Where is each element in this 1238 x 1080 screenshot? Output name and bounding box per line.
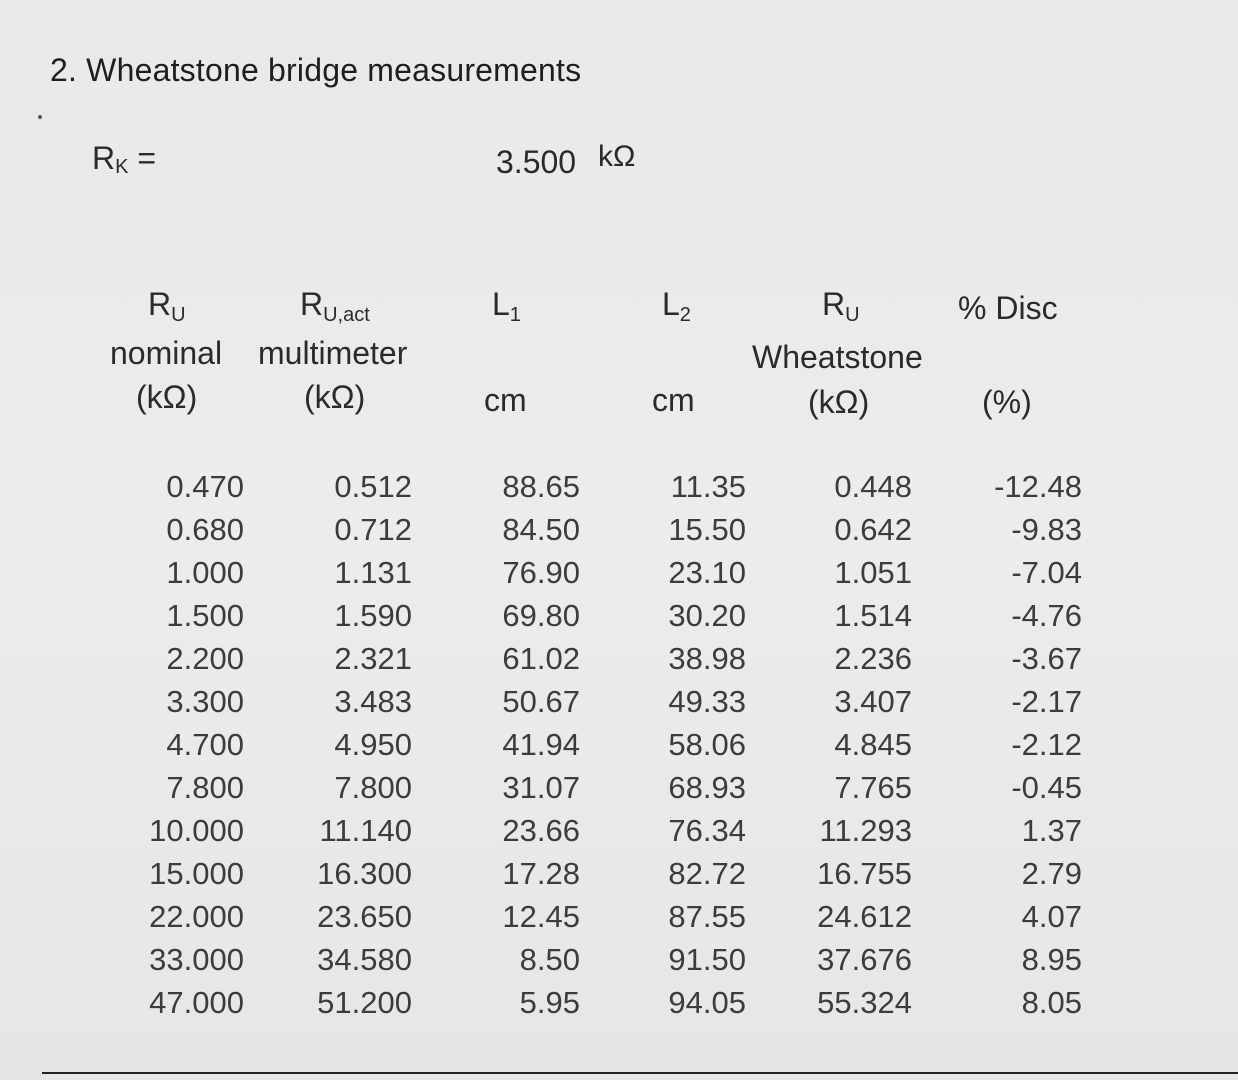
header-ru-wheat-sym: R [822, 286, 846, 322]
column-l1 [420, 465, 580, 1024]
table-cell: -0.45 [1011, 770, 1082, 805]
header-ru-act-line2: multimeter [258, 335, 408, 371]
header-l2-symbol [662, 288, 691, 325]
table-cell: 8.05 [1021, 985, 1082, 1020]
table-cell: 0.642 [834, 512, 912, 547]
table-cell: 94.05 [668, 985, 746, 1020]
bottom-rule [42, 1072, 1238, 1074]
table-cell: 0.470 [166, 469, 244, 504]
table-cell: -12.48 [994, 469, 1082, 504]
header-ru-act-sub: U,act [323, 304, 370, 326]
table-cell: 33.000 [149, 942, 244, 977]
table-cell: 31.07 [502, 770, 580, 805]
table-cell: 10.000 [149, 813, 244, 848]
header-ru-wheat-line2: Wheatstone [752, 339, 923, 375]
table-cell: 91.50 [668, 942, 746, 977]
table-cell: 49.33 [668, 684, 746, 719]
table-cell: 2.236 [834, 641, 912, 676]
table-cell: 55.324 [817, 985, 912, 1020]
header-ru-nominal-symbol [148, 288, 186, 325]
header-ru-wheat-sub: U [845, 304, 860, 326]
table-cell: 0.712 [334, 512, 412, 547]
column-ru-nominal [84, 465, 244, 1024]
table-cell: 76.90 [502, 555, 580, 590]
header-l1-sub: 1 [509, 304, 521, 326]
table-cell: 16.755 [817, 856, 912, 891]
table-cell: 1.590 [334, 598, 412, 633]
table-cell: 16.300 [317, 856, 412, 891]
table-cell: 1.514 [834, 598, 912, 633]
table-cell: -2.17 [1011, 684, 1082, 719]
table-cell: -4.76 [1011, 598, 1082, 633]
header-ru-nominal-sub: U [171, 304, 186, 326]
rk-equals: = [128, 140, 157, 176]
table-cell: 23.66 [502, 813, 580, 848]
table-cell: 41.94 [502, 727, 580, 762]
table-cell: 2.200 [166, 641, 244, 676]
table-cell: 5.95 [519, 985, 580, 1020]
table-cell: 51.200 [317, 985, 412, 1020]
table-cell: -2.12 [1011, 727, 1082, 762]
header-ru-wheat-unit: (kΩ) [808, 384, 870, 420]
header-ru-nominal-sym: R [148, 286, 172, 322]
header-ru-nominal-line2: nominal [110, 335, 223, 371]
header-disc-unit: (%) [982, 384, 1032, 420]
table-cell: 11.140 [319, 813, 412, 848]
table-cell: -9.83 [1011, 512, 1082, 547]
table-cell: 15.50 [668, 512, 746, 547]
table-cell: 3.483 [334, 684, 412, 719]
header-l2-unit: cm [652, 382, 695, 418]
table-cell: 8.50 [519, 942, 580, 977]
table-cell: 82.72 [668, 856, 746, 891]
table-cell: 11.293 [819, 813, 912, 848]
table-cell: 2.321 [334, 641, 412, 676]
table-cell: 1.37 [1021, 813, 1082, 848]
table-cell: 2.79 [1021, 856, 1082, 891]
table-cell: 34.580 [317, 942, 412, 977]
table-cell: 47.000 [149, 985, 244, 1020]
table-cell: 22.000 [149, 899, 244, 934]
column-ru-act [252, 465, 412, 1024]
table-cell: -3.67 [1011, 641, 1082, 676]
header-disc-label: % Disc [958, 290, 1058, 326]
table-cell: 58.06 [668, 727, 746, 762]
table-cell: 23.650 [317, 899, 412, 934]
rk-symbol: R [92, 140, 116, 176]
table-cell: 7.765 [834, 770, 912, 805]
table-cell: 38.98 [668, 641, 746, 676]
table-cell: 7.800 [166, 770, 244, 805]
header-l1-sym: L [492, 286, 510, 322]
rk-subscript: K [115, 156, 129, 178]
table-cell: 69.80 [502, 598, 580, 633]
header-ru-act-sym: R [300, 286, 324, 322]
table-cell: 11.35 [670, 469, 746, 504]
header-l1-symbol [492, 288, 521, 325]
header-ru-act-unit: (kΩ) [304, 379, 366, 415]
column-l2 [586, 465, 746, 1024]
header-ru-nominal-unit: (kΩ) [136, 379, 198, 415]
table-cell: 3.300 [166, 684, 244, 719]
table-cell: 1.000 [166, 555, 244, 590]
table-cell: 37.676 [817, 942, 912, 977]
table-cell: 15.000 [149, 856, 244, 891]
table-cell: 1.131 [334, 555, 412, 590]
header-l1-unit: cm [484, 382, 527, 418]
table-cell: 23.10 [668, 555, 746, 590]
header-ru-act-symbol [300, 288, 370, 325]
table-cell: 1.500 [166, 598, 244, 633]
table-cell: 4.950 [334, 727, 412, 762]
header-ru-wheat-symbol [822, 288, 860, 325]
table-cell: 4.700 [166, 727, 244, 762]
table-cell: 7.800 [334, 770, 412, 805]
table-cell: 4.845 [834, 727, 912, 762]
table-cell: 76.34 [668, 813, 746, 848]
table-cell: 0.680 [166, 512, 244, 547]
rk-label [92, 140, 156, 179]
table-cell: 61.02 [502, 641, 580, 676]
rk-value: 3.500 [496, 144, 577, 180]
table-cell: 84.50 [502, 512, 580, 547]
column-ru-wheat [752, 465, 912, 1024]
table-cell: 50.67 [502, 684, 580, 719]
header-l2-sub: 2 [679, 304, 691, 326]
table-cell: 1.051 [834, 555, 912, 590]
table-cell: 4.07 [1021, 899, 1082, 934]
table-cell: 68.93 [668, 770, 746, 805]
section-title: 2. Wheatstone bridge measurements [50, 52, 582, 88]
table-cell: 88.65 [502, 469, 580, 504]
table-cell: 12.45 [502, 899, 580, 934]
table-cell: -7.04 [1011, 555, 1082, 590]
table-cell: 0.448 [834, 469, 912, 504]
table-cell: 8.95 [1021, 942, 1082, 977]
table-cell: 3.407 [834, 684, 912, 719]
header-l2-sym: L [662, 286, 680, 322]
table-cell: 87.55 [668, 899, 746, 934]
column-disc [922, 465, 1082, 1024]
stray-dot [38, 115, 42, 119]
table-cell: 30.20 [668, 598, 746, 633]
table-cell: 0.512 [334, 469, 412, 504]
rk-unit: kΩ [598, 140, 636, 173]
table-cell: 24.612 [817, 899, 912, 934]
table-cell: 17.28 [502, 856, 580, 891]
